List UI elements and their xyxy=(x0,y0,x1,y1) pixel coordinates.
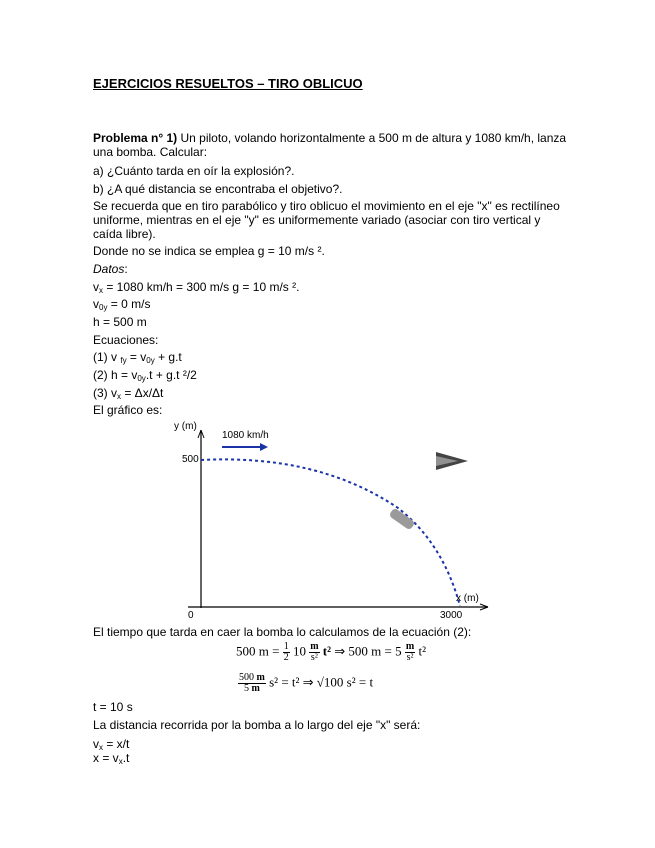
eq2-end: .t + g.t ²/2 xyxy=(145,368,197,382)
eq-step2-rest: = t² ⇒ √100 s² = t xyxy=(278,674,374,690)
eq-step1-g: 10 xyxy=(292,643,306,659)
y-axis-label: y (m) xyxy=(174,421,197,432)
equations-heading: Ecuaciones: xyxy=(93,333,159,347)
page-title: EJERCICIOS RESUELTOS – TIRO OBLICUO xyxy=(93,76,363,91)
note-line-2: uniforme, mientras en el eje "y" es uniformemente variado (asociar con tiro vertical y xyxy=(93,213,541,227)
gravity-note: Donde no se indica se emplea g = 10 m/s ². xyxy=(93,244,325,258)
data-h: h = 500 m xyxy=(93,315,147,329)
note-line-1: Se recuerda que en tiro parabólico y tiro oblicuo el movimiento en el eje "x" es rectilíneo xyxy=(93,199,560,213)
result-t: t = 10 s xyxy=(93,700,133,714)
velocity-arrowhead xyxy=(260,443,268,451)
equation-1: (1) v $_{fy} = v_{0y} + g.t$ xyxy=(93,350,182,365)
equation-step-1: 500 m = $\frac{1}{2}$ 10 $\frac{m}{\text{s²}}$ t² ⇒ 500 m = 5 $\frac{m}{\text{s²}}$ t² xyxy=(236,641,426,663)
question-b: b) ¿A qué distancia se encontraba el objetivo?. xyxy=(93,182,343,196)
statement-text: Un piloto, volando horizontalmente a 500 m de altura y 1080 km/h, lanza xyxy=(177,131,567,145)
note-line-3: caída libre). xyxy=(93,227,156,241)
speed-label: 1080 km/h xyxy=(222,430,269,441)
problem-label: Problema n° 1) xyxy=(93,131,178,145)
eq3-end: = Δx/Δt xyxy=(124,386,164,400)
y-tick-500: 500 xyxy=(182,454,199,465)
x-tick-3000: 3000 xyxy=(440,610,463,620)
trajectory-graph xyxy=(168,418,498,620)
eq1-end: + g.t xyxy=(158,350,182,364)
eq-step1-left: 500 m = xyxy=(236,643,283,659)
solution-line-2: La distancia recorrida por la bomba a lo largo del eje "x" será: xyxy=(93,718,421,732)
data-v0y: $v_{0y} = 0$ m/s xyxy=(93,297,151,312)
solution-line-1: El tiempo que tarda en caer la bomba lo calculamos de la ecuación (2): xyxy=(93,625,472,639)
datos-heading xyxy=(93,262,128,276)
fraction-m-s2-b: $\frac{m}{\text{s²}}$ xyxy=(405,641,415,663)
fraction-m-s2: $\frac{m}{\text{s²}}$ xyxy=(310,641,319,663)
data-v0y-value: = 0 m/s xyxy=(110,297,151,311)
data-vx-value: = 1080 km/h = 300 m/s g = 10 m/s ². xyxy=(106,280,300,294)
equation-step-2: $\frac{500 m}{5 m}$ s² = t² ⇒ √100 s² = t xyxy=(239,672,374,694)
graph-intro: El gráfico es: xyxy=(93,403,163,417)
formula-x: $x = v_x.t$ xyxy=(93,751,130,766)
eq3-prefix: (3) v xyxy=(93,386,117,400)
eq-step1-right: ⇒ 500 m = 5 xyxy=(334,643,402,659)
fraction-half: $\frac{1}{2}$ xyxy=(283,641,289,663)
question-a: a) ¿Cuánto tarda en oír la explosión?. xyxy=(93,164,295,178)
statement-line-2: una bomba. Calcular: xyxy=(93,145,208,159)
trajectory-curve xyxy=(201,459,460,606)
formula-vx: $v_x = x/t$ xyxy=(93,737,130,752)
equation-3: (3) $v_x = \Delta x/\Delta t$ xyxy=(93,386,164,401)
datos-colon: : xyxy=(124,262,128,276)
eq1-prefix: (1) v xyxy=(93,350,117,364)
formula-x-rest: x = v xyxy=(93,751,119,765)
problem-statement xyxy=(93,131,566,145)
datos-label: Datos xyxy=(93,262,125,276)
formula-vx-rest: = x/t xyxy=(106,737,130,751)
origin-label: 0 xyxy=(188,610,194,620)
fraction-500-5: $\frac{500 m}{5 m}$ xyxy=(239,672,265,694)
eq1-rest: = v xyxy=(129,350,147,364)
data-vx: $v_x = 1080$ km/h = 300 m/s g = 10 m/s ². xyxy=(93,280,300,295)
equation-2: (2) $h = v_{0y}.t + g.t$ ²/2 xyxy=(93,368,197,383)
x-axis-label: x (m) xyxy=(456,593,479,604)
eq2-prefix: (2) h = v xyxy=(93,368,138,382)
